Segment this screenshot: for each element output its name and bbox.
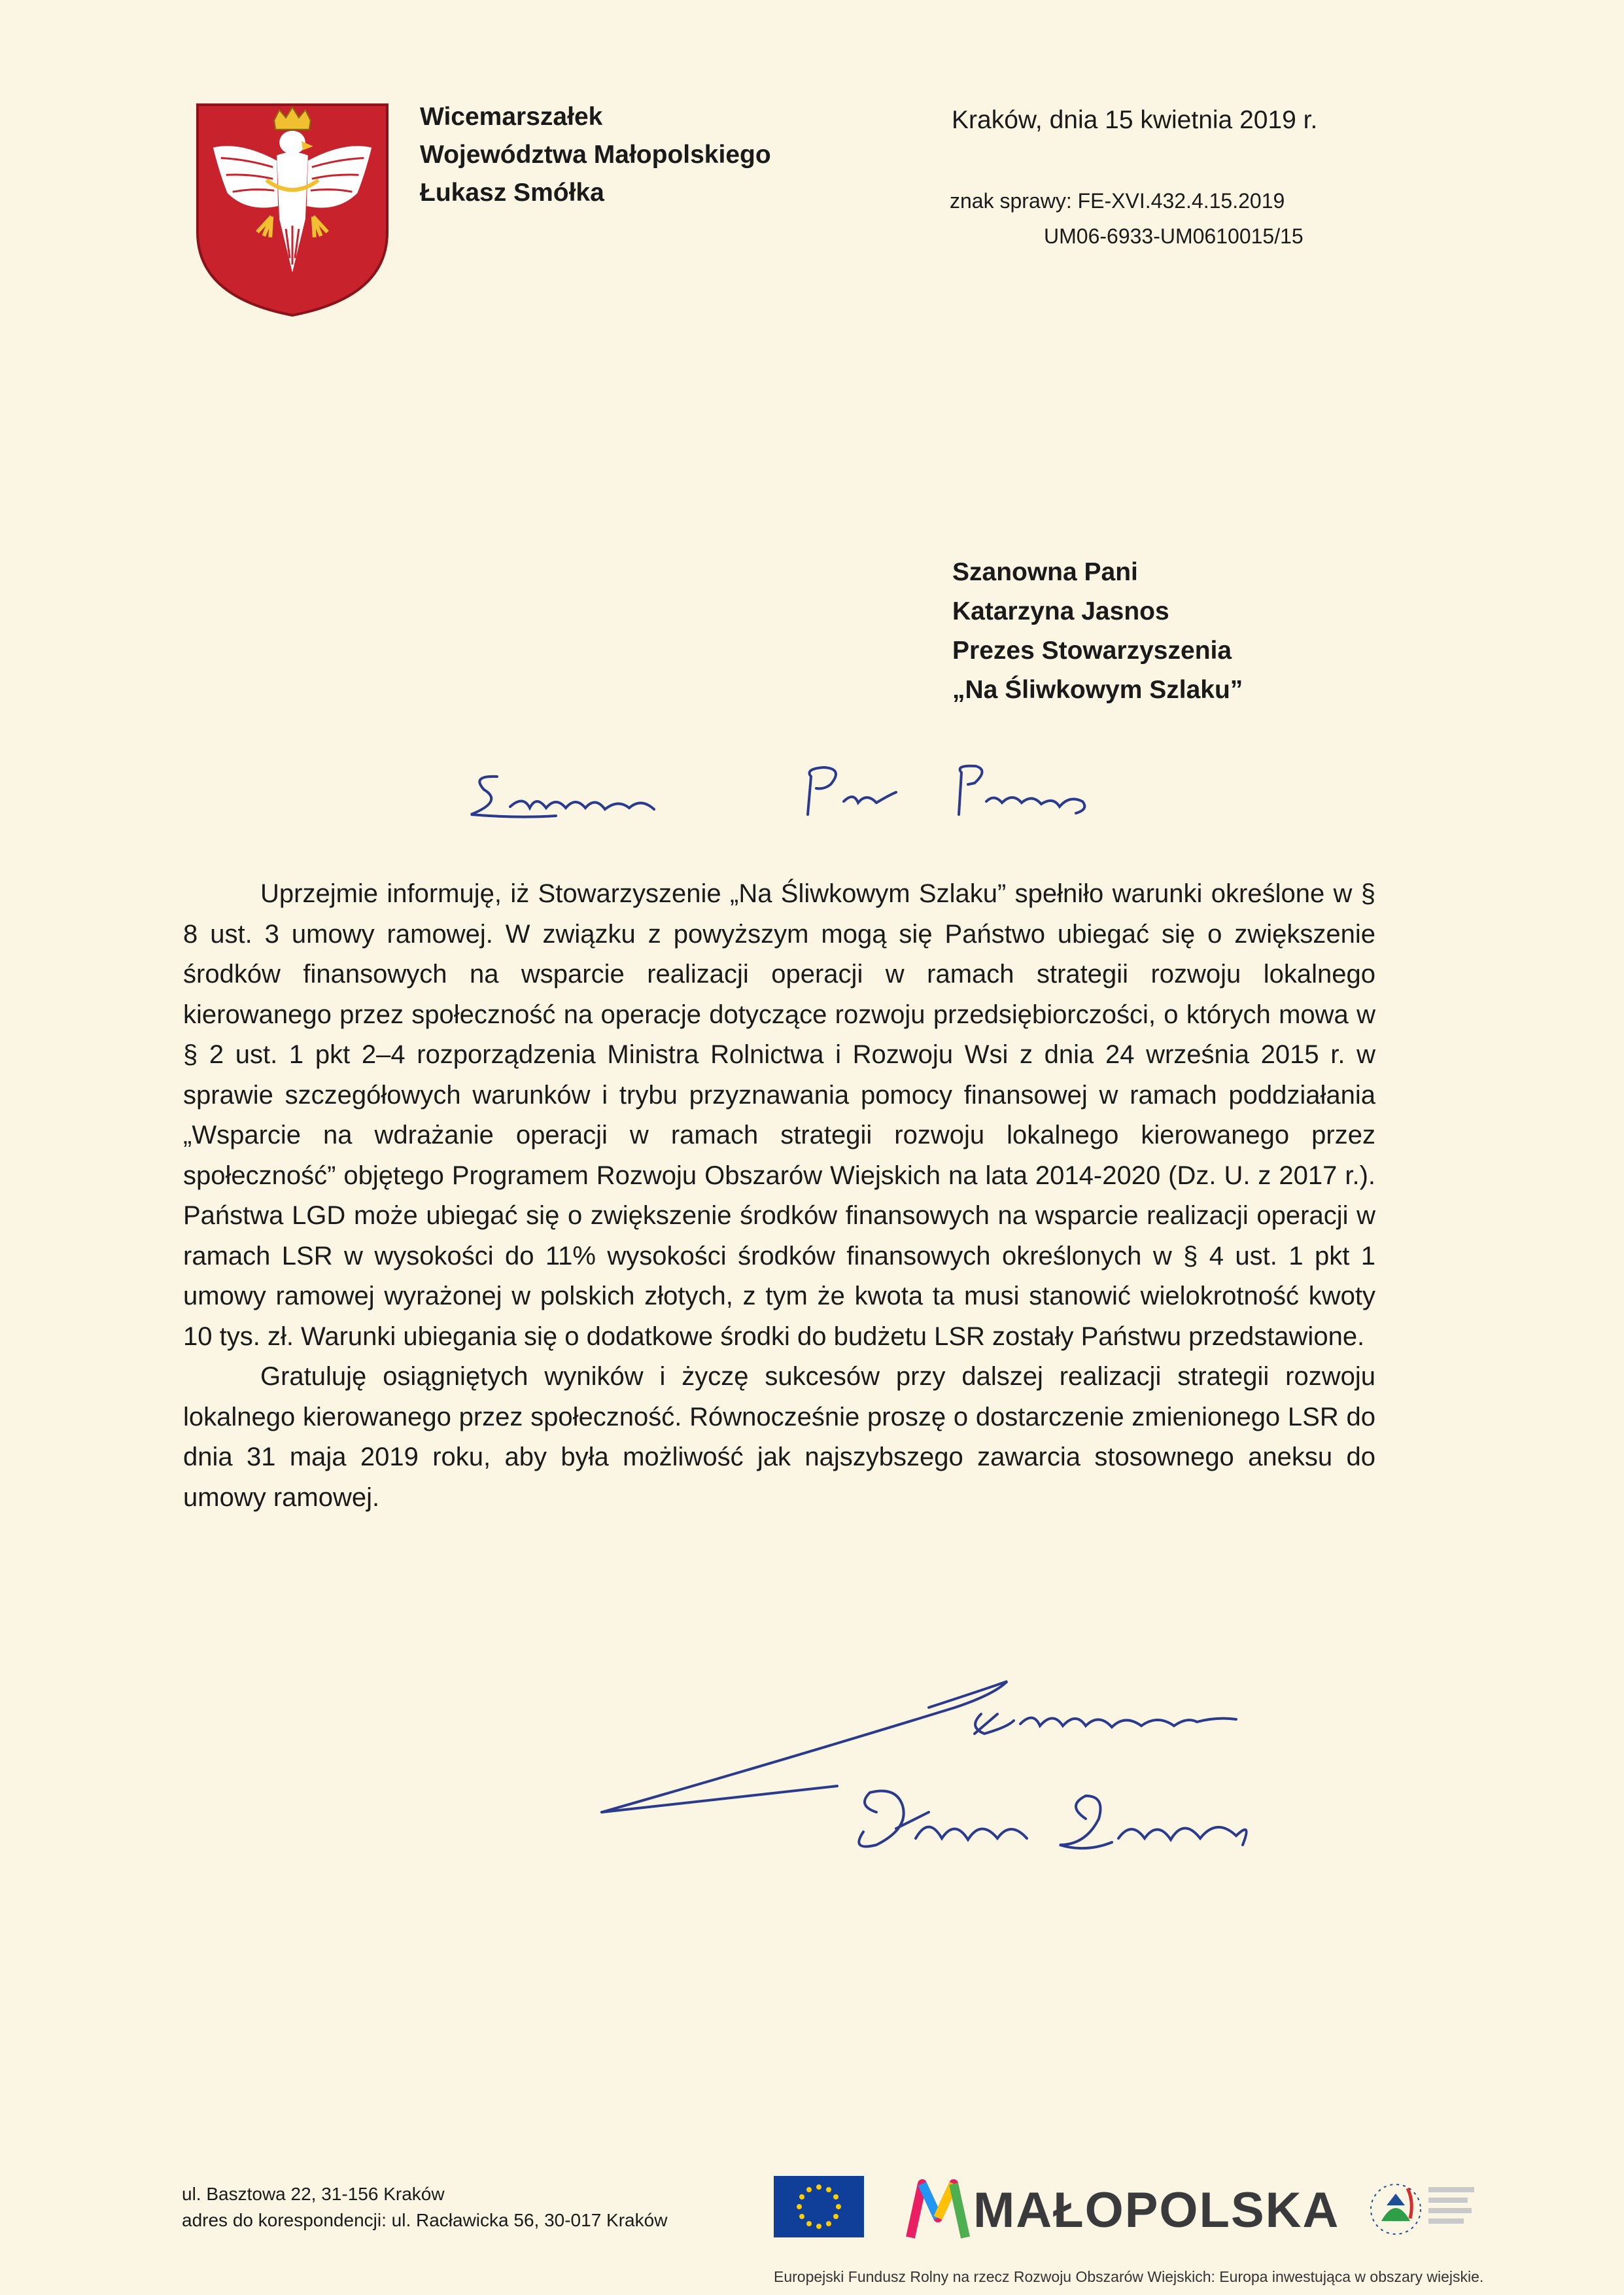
- sender-title: Wicemarszałek: [420, 103, 603, 131]
- recipient-salutation: Szanowna Pani: [952, 558, 1138, 586]
- letter-body: [183, 874, 1375, 1518]
- body-paragraph: Uprzejmie informuję, iż Stowarzyszenie „Na Śliwkowym Szlaku” spełniło warunki określone w § 8 ust. 3 umowy ramowej. W związku z powyższym mogą się Państwo ubiegać się o zwiększenie środków finansowych na wsparcie realizacji operacji w ramach strategii rozwoju lokalnego kierowanego przez społeczność na operacje dotyczące rozwoju przedsiębiorczości, o których mowa w § 2 ust. 1 pkt 2–4 rozporządzenia Ministra Rolnictwa i Rozwoju Wsi z dnia 24 września 2015 r. w sprawie szczegółowych warunków i trybu przyznawania pomocy finansowej w ramach poddziałania „Wsparcie na wdrażanie operacji w ramach strategii rozwoju lokalnego kierowanego przez społeczność” objętego Programem Rozwoju Obszarów Wiejskich na lata 2014-2020 (Dz. U. z 2017 r.). Państwa LGD może ubiegać się o zwiększenie środków finansowych na wsparcie realizacji operacji w ramach LSR w wysokości do 11% wysokości środków finansowych określonych w § 4 ust. 1 pkt 1 umowy ramowej wyrażonej w polskich złotych, z tym że kwota ta musi stanowić wielokrotność kwoty 10 tys. zł. Warunki ubiegania się o dodatkowe środki do budżetu LSR zostały Państwu przedstawione.: [183, 879, 1375, 1351]
- footer-address-line-2: adres do korespondencji: ul. Racławicka 56, 30-017 Kraków: [182, 2210, 668, 2230]
- sender-block: [420, 98, 771, 212]
- prow-logo-icon: [1368, 2169, 1479, 2249]
- case-reference: [950, 183, 1304, 254]
- recipient-name: Katarzyna Jasnos: [952, 597, 1169, 625]
- recipient-role: Prezes Stowarzyszenia: [952, 637, 1232, 665]
- footer-address-line-1: ul. Basztowa 22, 31-156 Kraków: [182, 2184, 445, 2204]
- letter-date: Kraków, dnia 15 kwietnia 2019 r.: [952, 106, 1318, 134]
- case-reference-line-1: znak sprawy: FE-XVI.432.4.15.2019: [950, 189, 1285, 213]
- recipient-block: [952, 553, 1243, 710]
- sender-office: Województwa Małopolskiego: [420, 141, 771, 169]
- region-logo-text: MAŁOPOLSKA: [973, 2182, 1340, 2238]
- recipient-organization: „Na Śliwkowym Szlaku”: [952, 676, 1243, 704]
- case-reference-line-2: UM06-6933-UM0610015/15: [1044, 224, 1304, 248]
- handwritten-salutation: [458, 756, 1145, 828]
- fund-footer-text: Europejski Fundusz Rolny na rzecz Rozwoju Obszarów Wiejskich: Europa inwestująca w obszary wiejskie.: [774, 2268, 1484, 2285]
- footer-address: [182, 2181, 667, 2234]
- coat-of-arms-icon: [195, 101, 390, 319]
- handwritten-signature: [589, 1649, 1341, 1884]
- sender-name: Łukasz Smółka: [420, 179, 604, 207]
- eu-flag-icon: [774, 2176, 864, 2237]
- body-paragraph: Gratuluję osiągniętych wyników i życzę sukcesów przy dalszej realizacji strategii rozwoju lokalnego kierowanego przez społeczność. Równocześnie proszę o dostarczenie zmienionego LSR do dnia 31 maja 2019 roku, aby była możliwość jak najszybszego zawarcia stosownego aneksu do umowy ramowej.: [183, 1362, 1375, 1512]
